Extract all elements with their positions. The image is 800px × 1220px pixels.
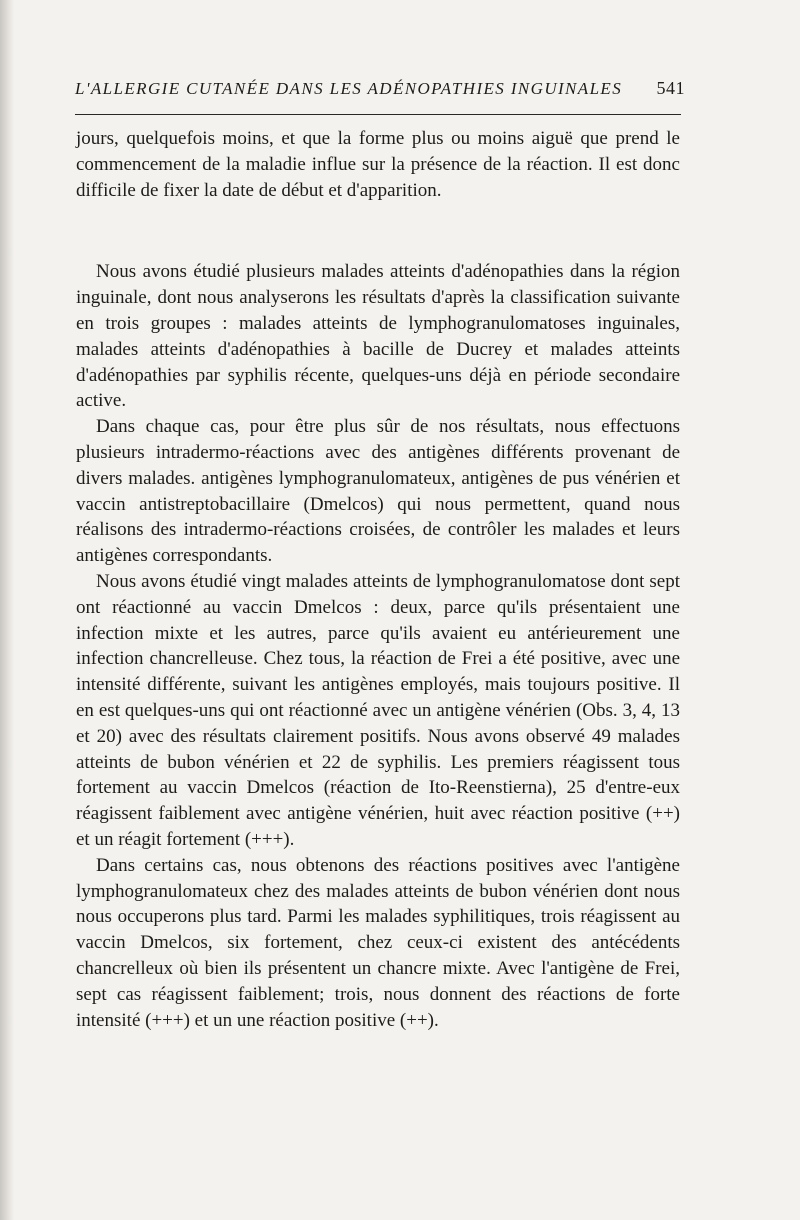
page-number: 541 — [656, 78, 685, 98]
running-title: L'ALLERGIE CUTANÉE DANS LES ADÉNOPATHIES INGUINALES — [75, 79, 623, 98]
paragraph-results-lymphogranulomatose: Nous avons étudié vingt malades atteints de lymphogranulomatose dont sept ont réactionné au vaccin Dmelcos : deux, parce qu'ils présentaient une infection mixte et les autres, parce qu'ils avaient eu antérieurement une infection chancrelleuse. Chez tous, la réaction de Frei a été positive, avec une intensité différente, suivant les antigènes employés, mais toujours positive. Il en est quelques-uns qui ont réactionné avec un antigène vénérien (Obs. 3, 4, 13 et 20) avec des résultats clairement positifs. Nous avons observé 49 malades atteints de bubon vénérien et 22 de syphilis. Les premiers réagissent tous fortement au vaccin Dmelcos (réaction de Ito-Reenstierna), 25 d'entre-eux réagissent faiblement avec antigène vénérien, huit avec réaction positive (++) et un réagit fortement (+++). — [76, 570, 680, 850]
paragraph-continuation: jours, quelquefois moins, et que la forme plus ou moins aiguë que prend le commencement de la maladie influe sur la présence de la réaction. Il est donc difficile de fixer la date de début et d'apparition. — [76, 128, 680, 201]
header-rule — [75, 114, 681, 115]
paragraph-methods: Dans chaque cas, pour être plus sûr de nos résultats, nous effectuons plusieurs intradermo-réactions avec des antigènes différents provenant de divers malades. antigènes lymphogranulomateux, antigènes de pus vénérien et vaccin antistreptobacillaire (Dmelcos) qui nous permettent, quand nous réalisons des intradermo-réactions croisées, de contrôler les malades et leurs antigènes correspondants. — [76, 416, 680, 567]
running-head — [75, 78, 685, 106]
section-gap — [76, 203, 680, 259]
paragraph-study-groups: Nous avons étudié plusieurs malades atteints d'adénopathies dans la région inguinale, dont nous analyserons les résultats d'après la classification suivante en trois groupes : malades atteints de lymphogranulomatoses inguinales, malades atteints d'adénopathies à bacille de Ducrey et malades atteints d'adénopathies par syphilis récente, quelques-uns déjà en période secondaire active. — [76, 261, 680, 412]
body-text — [76, 126, 680, 1033]
binding-gutter-shadow — [0, 0, 14, 1220]
paragraph-results-syphilis: Dans certains cas, nous obtenons des réactions positives avec l'antigène lymphogranulomateux chez des malades atteints de bubon vénérien dont nous nous occuperons plus tard. Parmi les malades syphilitiques, trois réagissent au vaccin Dmelcos, six fortement, chez ceux-ci existent des antécédents chancrelleux où bien ils présentent un chancre mixte. Avec l'antigène de Frei, sept cas réagissent faiblement; trois, nous donnent des réactions de forte intensité (+++) et un une réaction positive (++). — [76, 854, 680, 1031]
